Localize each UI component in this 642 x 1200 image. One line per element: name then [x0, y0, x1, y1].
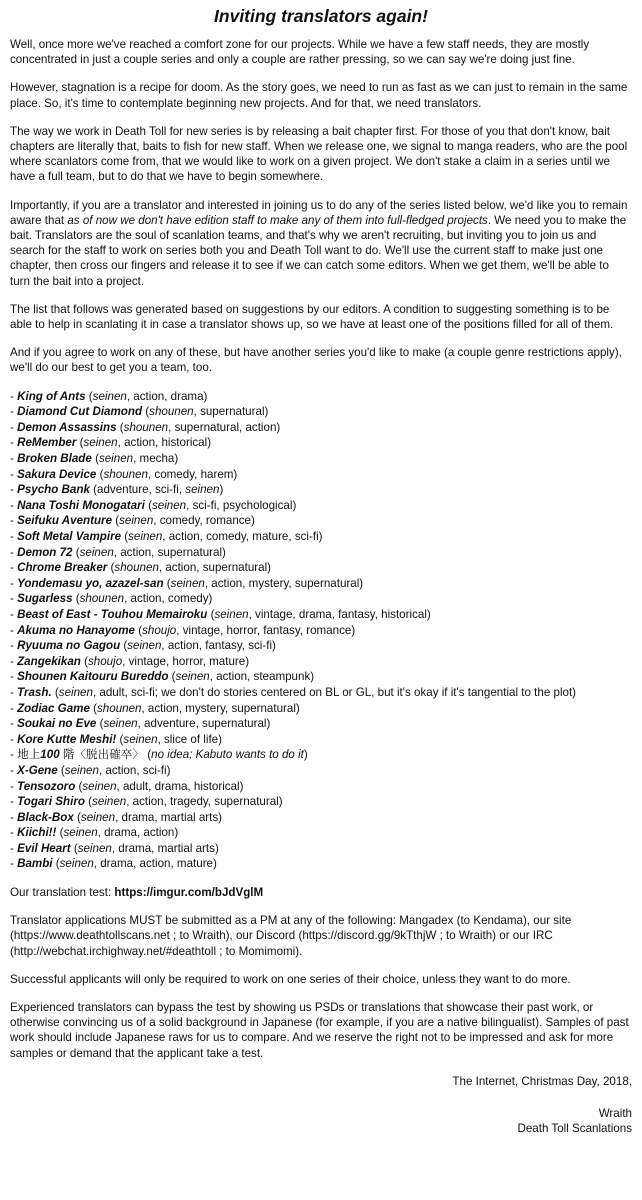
series-genres: , vintage, horror, mature) [122, 654, 250, 668]
list-item: - Sakura Device (shounen, comedy, harem) [10, 467, 238, 481]
series-demographic: seinen [79, 545, 114, 559]
list-item: - King of Ants (seinen, action, drama) [10, 389, 208, 403]
series-name: Soukai no Eve [17, 717, 97, 731]
series-genres: , action, sci-fi) [98, 763, 171, 777]
series-demographic: shoujo [142, 623, 177, 637]
series-demographic: seinen [63, 826, 98, 840]
list-item: - Akuma no Hanayome (shoujo, vintage, horror, fantasy, romance) [10, 623, 356, 637]
series-demographic: seinen [98, 452, 134, 466]
series-genres: , comedy, romance) [153, 514, 255, 528]
series-list [10, 389, 632, 872]
series-name: X-Gene [17, 763, 58, 777]
list-item: - Zodiac Game (shounen, action, mystery, supernatural) [10, 701, 300, 715]
series-genres: , vintage, horror, fantasy, romance) [176, 623, 356, 637]
series-demographic: seinen [77, 841, 112, 855]
series-demographic: seinen [58, 685, 93, 699]
series-name: Sakura Device [17, 467, 97, 481]
list-item: - Togari Shiro (seinen, action, tragedy, supernatural) [10, 795, 283, 809]
importantly-text-after: . We need you to make the bait. Translators are the soul of scanlation teams, and that's why we aren't recruiting, but inviting you to join us and search for the staff to work on series both you and Death Toll want to do. We'll use the current staff to make just one chapter, then cross our fingers and release it to see if we can catch some editors. When we get them, we'll be able to turn the bait into a project. [10, 213, 627, 288]
series-name: Kore Kutte Meshi! [17, 732, 117, 746]
series-demographic: shounen [114, 561, 159, 575]
series-name: Togari Shiro [17, 795, 85, 809]
series-demographic: shounen [123, 420, 169, 434]
series-genres: , drama, martial arts) [111, 841, 219, 855]
list-item: - Demon 72 (seinen, action, supernatural) [10, 545, 226, 559]
translation-test-label: Our translation test: [10, 886, 115, 900]
series-demographic: shounen [103, 467, 148, 481]
series-demographic: seinen [151, 498, 187, 512]
list-item: - Diamond Cut Diamond (shounen, supernatural) [10, 405, 269, 419]
list-item: - ReMember (seinen, action, historical) [10, 436, 212, 450]
signature-date: The Internet, Christmas Day, 2018, [452, 1074, 632, 1088]
bait-chapter-paragraph: The way we work in Death Toll for new series is by releasing a bait chapter first. For those of you that don't know, bait chapters are literally that, baits to fish for new staff. When we release one, we signal to manga readers, who are the pool where scanlators come from, that we would like to work on a given project. We don't stake a claim in a series until we have a full team, but to do that we have to begin somewhere. [10, 124, 628, 184]
page-title: Inviting translators again! [214, 6, 428, 26]
series-genres: , drama, action, mature) [93, 857, 217, 871]
importantly-paragraph [10, 198, 632, 289]
series-demographic: shoujo [87, 654, 123, 668]
series-name: Black-Box [17, 810, 74, 824]
series-name: Demon 72 [17, 545, 73, 559]
list-item: - Bambi (seinen, drama, action, mature) [10, 857, 217, 871]
series-genres: , adventure, supernatural) [137, 717, 271, 731]
series-genres: , action, mystery, supernatural) [204, 576, 364, 590]
list-item: - Soft Metal Vampire (seinen, action, comedy, mature, sci-fi) [10, 530, 323, 543]
series-name: Diamond Cut Diamond [17, 405, 143, 419]
series-genres: , action, historical) [117, 436, 212, 450]
translation-test-line [10, 885, 632, 900]
series-demographic: seinen [123, 732, 158, 746]
series-genres: , comedy, harem) [147, 467, 238, 481]
list-item: - Beast of East - Touhou Memairoku (seinen, vintage, drama, fantasy, historical) [10, 607, 431, 621]
list-item: - Psycho Bank (adventure, sci-fi, seinen) [10, 483, 224, 497]
series-genres: , action, supernatural) [113, 545, 226, 559]
series-demographic: seinen [59, 857, 94, 871]
series-demographic: seinen [80, 810, 116, 824]
series-demographic: seinen [214, 607, 249, 621]
signature-name: Wraith [598, 1107, 632, 1121]
series-genres: , vintage, drama, fantasy, historical) [248, 607, 431, 621]
series-demographic: seinen [119, 514, 154, 528]
applications-paragraph: Translator applications MUST be submitted as a PM at any of the following: Mangadex (to Kendama), our site (https://www.deathtollscans.net ; to Wraith), our Discord (https://discord.gg/9kTthjW ; to Wraith) or our IRC (http://webchat.irchighway.net/#deathtoll ; to Momimomi). [10, 914, 572, 958]
series-demographic: shounen [79, 592, 125, 606]
list-item: - Yondemasu yo, azazel-san (seinen, action, mystery, supernatural) [10, 576, 364, 590]
series-genres: , adult, sci-fi; we don't do stories centered on BL or GL, but it's okay if it's tangential to the plot) [92, 685, 577, 699]
stagnation-paragraph: However, stagnation is a recipe for doom. As the story goes, we need to run as fast as we can just to remain in the same place. So, it's time to contemplate beginning new projects. And for that, we need translators. [10, 81, 628, 110]
series-genres: , mecha) [133, 452, 179, 466]
list-item: - Demon Assassins (shounen, supernatural, action) [10, 420, 281, 434]
list-item: - Broken Blade (seinen, mecha) [10, 452, 179, 466]
list-item: - Ryuuma no Gagou (seinen, action, fantasy, sci-fi) [10, 639, 276, 653]
series-genres: , drama, action) [97, 826, 179, 840]
series-demographic: seinen [82, 779, 117, 793]
series-name: Beast of East - Touhou Memairoku [17, 607, 208, 621]
list-item: - Black-Box (seinen, drama, martial arts) [10, 810, 223, 824]
list-item: - Evil Heart (seinen, drama, martial arts) [10, 841, 219, 855]
series-name: King of Ants [17, 389, 86, 403]
series-genres: , action, fantasy, sci-fi) [161, 639, 276, 653]
series-note: no idea; Kabuto wants to do it [151, 748, 304, 762]
series-demographic: seinen [170, 576, 205, 590]
importantly-text-before: Importantly, if you are a translator and interested in joining us to do any of the series listed below, we'd like you to remain aware that [10, 198, 628, 227]
series-genres: , action, steampunk) [209, 670, 315, 684]
importantly-text-italic: as of now we don't have edition staff to make any of them into full-fledged projects [67, 213, 488, 227]
series-name: Yondemasu yo, azazel-san [17, 576, 164, 590]
series-close: ) [303, 748, 308, 762]
series-genres: adventure, sci-fi, [97, 483, 186, 497]
series-genres: , action, comedy, mature, sci-fi) [162, 530, 323, 543]
series-genres: , adult, drama, historical) [116, 779, 244, 793]
series-name: Ryuuma no Gagou [17, 639, 121, 653]
list-item: - Seifuku Aventure (seinen, comedy, romance) [10, 514, 255, 528]
list-item: - Chrome Breaker (shounen, action, supernatural) [10, 561, 272, 575]
series-name: Nana Toshi Monogatari [17, 498, 145, 512]
series-genres: , supernatural) [193, 405, 269, 419]
series-name: Shounen Kaitouru Bureddo [17, 670, 169, 684]
list-item: - Sugarless (shounen, action, comedy) [10, 592, 213, 606]
list-origin-paragraph: The list that follows was generated based on suggestions by our editors. A condition to suggesting something is to be able to help in scanlating it in case a translator shows up, so we have at least one of the positions filled for all of them. [10, 302, 614, 332]
series-demographic: seinen [92, 389, 127, 403]
list-item: - Soukai no Eve (seinen, adventure, supernatural) [10, 717, 271, 731]
series-name: Demon Assassins [17, 420, 117, 434]
list-item: - Trash. (seinen, adult, sci-fi; we don't do stories centered on BL or GL, but it's okay if it's tangential to the plot) [10, 685, 577, 699]
series-name: Tensozoro [17, 779, 76, 793]
series-genres: , action, supernatural) [158, 561, 272, 575]
series-name: Seifuku Aventure [17, 514, 113, 528]
series-name-kanji-suffix: 階〈脱出確卒〉 [59, 748, 145, 762]
series-name: ReMember [17, 436, 77, 450]
series-genres: , supernatural, action) [168, 420, 281, 434]
series-genres: , action, drama) [126, 389, 208, 403]
list-item: - Zangekikan (shoujo, vintage, horror, mature) [10, 654, 250, 668]
series-genres: , action, tragedy, supernatural) [126, 795, 283, 809]
series-genres: , action, mystery, supernatural) [141, 701, 300, 715]
series-demographic: seinen [103, 717, 138, 731]
series-name: Kiichi!! [17, 826, 57, 840]
series-genres: , slice of life) [157, 732, 222, 746]
series-demographic: shounen [97, 701, 142, 715]
series-name: Bambi [17, 857, 53, 871]
signature-group: Death Toll Scanlations [517, 1122, 632, 1136]
series-name-kanji: 地上 [17, 748, 41, 762]
list-item: - 地上100 階〈脱出確卒〉 (no idea; Kabuto wants to do it) [10, 748, 308, 762]
series-demographic: seinen [175, 670, 210, 684]
signature-block [10, 1074, 632, 1137]
series-demographic: shounen [149, 405, 194, 419]
list-item: - Kiichi!! (seinen, drama, action) [10, 826, 179, 840]
intro-paragraph: Well, once more we've reached a comfort zone for our projects. While we have a few staff needs, they are mostly concentrated in just a couple series and only a couple are rather pressing, so we can say we're doing just fine. [10, 38, 590, 67]
series-close: ) [219, 483, 224, 497]
list-item: - X-Gene (seinen, action, sci-fi) [10, 763, 171, 777]
series-demographic: seinen [83, 436, 118, 450]
series-name: Broken Blade [17, 452, 92, 466]
series-demographic: seinen [128, 530, 163, 543]
series-name: Zodiac Game [17, 701, 90, 715]
translation-test-link[interactable]: https://imgur.com/bJdVglM [114, 886, 264, 900]
series-name: Zangekikan [17, 654, 81, 668]
series-name: Evil Heart [17, 841, 71, 855]
series-demographic: seinen [92, 795, 127, 809]
series-demographic: seinen [127, 639, 162, 653]
series-demographic: seinen [64, 763, 99, 777]
list-item: - Kore Kutte Meshi! (seinen, slice of life) [10, 732, 222, 746]
series-name: Soft Metal Vampire [17, 530, 122, 543]
series-genres: , sci-fi, psychological) [186, 498, 297, 512]
series-name: Trash. [17, 685, 52, 699]
series-name: Sugarless [17, 592, 73, 606]
list-item: - Tensozoro (seinen, adult, drama, historical) [10, 779, 244, 793]
series-name: Psycho Bank [17, 483, 90, 497]
series-genres: , action, comedy) [124, 592, 213, 606]
series-demographic: seinen [185, 483, 220, 497]
series-genres: , drama, martial arts) [115, 810, 223, 824]
list-item: - Nana Toshi Monogatari (seinen, sci-fi, psychological) [10, 498, 297, 512]
series-name: Chrome Breaker [17, 561, 108, 575]
list-item: - Shounen Kaitouru Bureddo (seinen, action, steampunk) [10, 670, 315, 684]
other-series-paragraph: And if you agree to work on any of these, but have another series you'd like to make (a couple genre restrictions apply), we'll do our best to get you a team, too. [10, 346, 622, 375]
experienced-translators-paragraph: Experienced translators can bypass the test by showing us PSDs or translations that showcase their past work, or otherwise convincing us of a solid background in Japanese (for example, if you are a native bilingualist). Samples of past work should include Japanese raws for us to compare. And we reserve the right not to be impressed and ask for more samples or demand that the applicant take a test. [10, 1001, 629, 1060]
successful-applicants-paragraph: Successful applicants will only be required to work on one series of their choice, unless they want to do more. [10, 972, 571, 986]
series-name: 100 [40, 748, 60, 762]
series-name: Akuma no Hanayome [17, 623, 135, 637]
